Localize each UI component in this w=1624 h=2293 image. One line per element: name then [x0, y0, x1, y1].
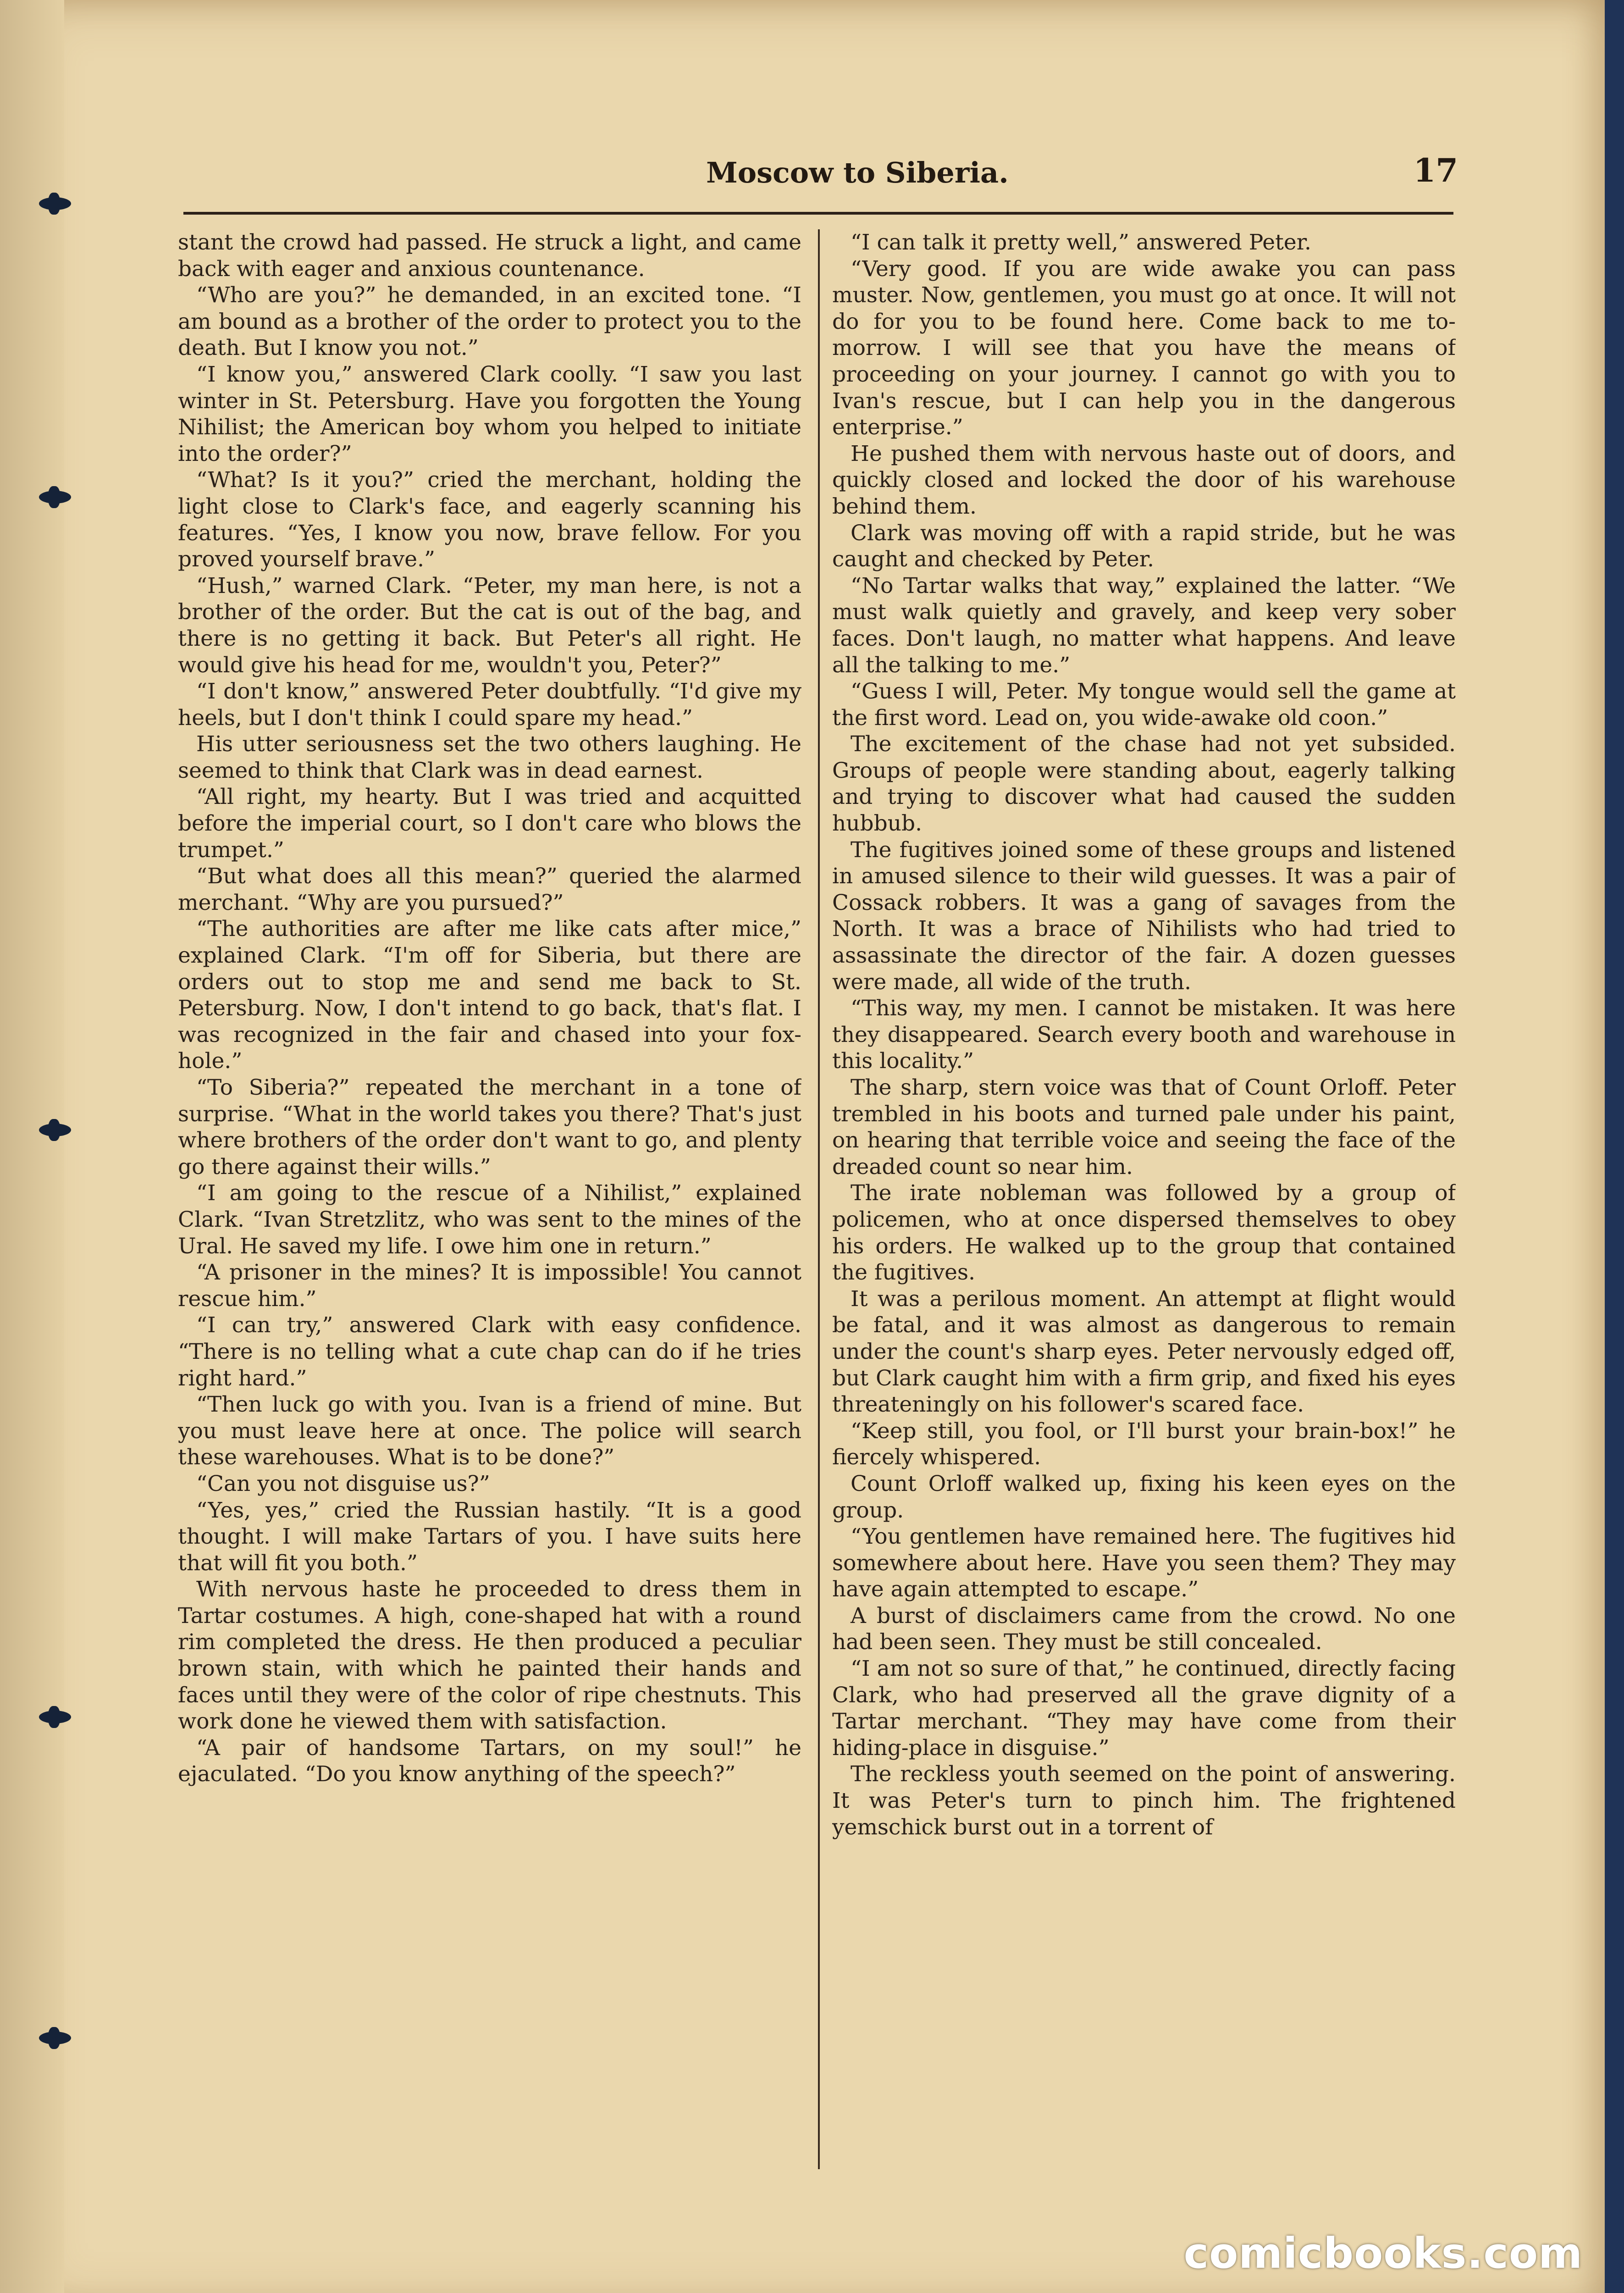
text-column-right — [832, 229, 1456, 2169]
paragraph: “Very good. If you are wide awake you can pass muster. Now, gentlemen, you must go at once. It will not do for you to be found here. Come back to me to-morrow. I will see that you have the means of proceeding on your journey. I cannot go with you to Ivan's rescue, but I can help you in the dangerous enterprise.” — [832, 256, 1456, 440]
column-divider — [818, 229, 820, 2169]
paragraph: “The authorities are after me like cats after mice,” explained Clark. “I'm off for Siberia, but there are orders out to stop me and send me back to St. Petersburg. Now, I don't intend to go back, that's flat. I was recognized in the fair and chased into your fox-hole.” — [178, 916, 801, 1074]
paragraph: Clark was moving off with a rapid stride, but he was caught and checked by Peter. — [832, 520, 1456, 572]
watermark: comicbooks.com — [1183, 2229, 1583, 2278]
background-edge — [1605, 0, 1624, 2293]
running-head: Moscow to Siberia. — [706, 156, 1009, 189]
page-number: 17 — [1413, 151, 1458, 189]
paragraph: “Then luck go with you. Ivan is a friend of mine. But you must leave here at once. The police will search these warehouses. What is to be done?” — [178, 1392, 801, 1470]
paragraph: “Who are you?” he demanded, in an excited tone. “I am bound as a brother of the order to protect you to the death. But I know you not.” — [178, 282, 801, 361]
paragraph: The irate nobleman was followed by a group of policemen, who at once dispersed themselves to obey his orders. He walked up to the group that contained the fugitives. — [832, 1180, 1456, 1285]
paragraph: “I don't know,” answered Peter doubtfully. “I'd give my heels, but I don't think I could spare my head.” — [178, 679, 801, 731]
paragraph: It was a perilous moment. An attempt at flight would be fatal, and it was almost as dangerous to remain under the count's sharp eyes. Peter nervously edged off, but Clark caught him with a firm grip, and fixed his eyes threateningly on his follower's scared face. — [832, 1286, 1456, 1418]
paragraph: “This way, my men. I cannot be mistaken. It was here they disappeared. Search every booth and warehouse in this locality.” — [832, 996, 1456, 1074]
paragraph: “You gentlemen have remained here. The fugitives hid somewhere about here. Have you seen them? They may have again attempted to escape.” — [832, 1524, 1456, 1602]
paragraph: “No Tartar walks that way,” explained the latter. “We must walk quietly and gravely, and keep very sober faces. Don't laugh, no matter what happens. And leave all the talking to me.” — [832, 573, 1456, 678]
paragraph: “But what does all this mean?” queried the alarmed merchant. “Why are you pursued?” — [178, 864, 801, 915]
paragraph: “I am not so sure of that,” he continued, directly facing Clark, who had preserved all the grave dignity of a Tartar merchant. “They may have come from their hiding-place in disguise.” — [832, 1656, 1456, 1761]
header-rule — [183, 212, 1453, 215]
paragraph: “Yes, yes,” cried the Russian hastily. “It is a good thought. I will make Tartars of you. I have suits here that will fit you both.” — [178, 1497, 801, 1576]
paragraph: “All right, my hearty. But I was tried and acquitted before the imperial court, so I don't care who blows the trumpet.” — [178, 784, 801, 863]
binding-stitch — [39, 491, 71, 504]
paragraph: A burst of disclaimers came from the crowd. No one had been seen. They must be still concealed. — [832, 1603, 1456, 1655]
paragraph: His utter seriousness set the two others laughing. He seemed to think that Clark was in dead earnest. — [178, 731, 801, 783]
paragraph: “Hush,” warned Clark. “Peter, my man here, is not a brother of the order. But the cat is out of the bag, and there is no getting it back. But Peter's all right. He would give his head for me, wouldn't you, Peter?” — [178, 573, 801, 678]
paragraph: The fugitives joined some of these groups and listened in amused silence to their wild guesses. It was a pair of Cossack robbers. It was a gang of savages from the North. It was a brace of Nihilists who had tried to assassinate the director of the fair. A dozen guesses were made, all wide of the truth. — [832, 837, 1456, 995]
paragraph: With nervous haste he proceeded to dress them in Tartar costumes. A high, cone-shaped hat with a round rim completed the dress. He then produced a peculiar brown stain, with which he painted their hands and faces until they were of the color of ripe chestnuts. This work done he viewed them with satisfaction. — [178, 1577, 801, 1734]
binding-stitch — [39, 1711, 71, 1723]
paragraph: “What? Is it you?” cried the merchant, holding the light close to Clark's face, and eagerly scanning his features. “Yes, I know you now, brave fellow. For you proved yourself brave.” — [178, 467, 801, 572]
paragraph: “Keep still, you fool, or I'll burst your brain-box!” he fiercely whispered. — [832, 1418, 1456, 1470]
paragraph: The excitement of the chase had not yet subsided. Groups of people were standing about, eagerly talking and trying to discover what had caused the sudden hubbub. — [832, 731, 1456, 836]
paragraph: “I can talk it pretty well,” answered Peter. — [851, 230, 1311, 255]
paragraph: “Can you not disguise us?” — [196, 1471, 490, 1496]
paragraph: “I am going to the rescue of a Nihilist,” explained Clark. “Ivan Stretzlitz, who was sent to the mines of the Ural. He saved my life. I owe him one in return.” — [178, 1180, 801, 1259]
paragraph: “I can try,” answered Clark with easy confidence. “There is no telling what a cute chap can do if he tries right hard.” — [178, 1313, 801, 1391]
paragraph: Count Orloff walked up, fixing his keen eyes on the group. — [832, 1471, 1456, 1523]
paragraph: He pushed them with nervous haste out of doors, and quickly closed and locked the door of his warehouse behind them. — [832, 441, 1456, 519]
text-column-left — [178, 229, 801, 2169]
paragraph: “I know you,” answered Clark coolly. “I saw you last winter in St. Petersburg. Have you forgotten the Young Nihilist; the American boy whom you helped to initiate into the order?” — [178, 361, 801, 466]
paragraph: “Guess I will, Peter. My tongue would sell the game at the first word. Lead on, you wide-awake old coon.” — [832, 679, 1456, 731]
binding-stitch — [39, 197, 71, 210]
paragraph: “To Siberia?” repeated the merchant in a tone of surprise. “What in the world takes you there? That's just where brothers of the order don't want to go, and plenty go there against their wills.” — [178, 1075, 801, 1180]
paragraph: The sharp, stern voice was that of Count Orloff. Peter trembled in his boots and turned pale under his paint, on hearing that terrible voice and seeing the face of the dreaded count so near him. — [832, 1075, 1456, 1180]
paragraph: The reckless youth seemed on the point of answering. It was Peter's turn to pinch him. The frightened yemschick burst out in a torrent of — [832, 1761, 1456, 1840]
binding-stitch — [39, 2032, 71, 2044]
binding-gutter — [0, 0, 64, 2293]
paragraph: stant the crowd had passed. He struck a light, and came back with eager and anxious countenance. — [178, 230, 801, 282]
binding-stitch — [39, 1124, 71, 1136]
paragraph: “A prisoner in the mines? It is impossible! You cannot rescue him.” — [178, 1260, 801, 1312]
paragraph: “A pair of handsome Tartars, on my soul!” he ejaculated. “Do you know anything of the speech?” — [178, 1735, 801, 1787]
